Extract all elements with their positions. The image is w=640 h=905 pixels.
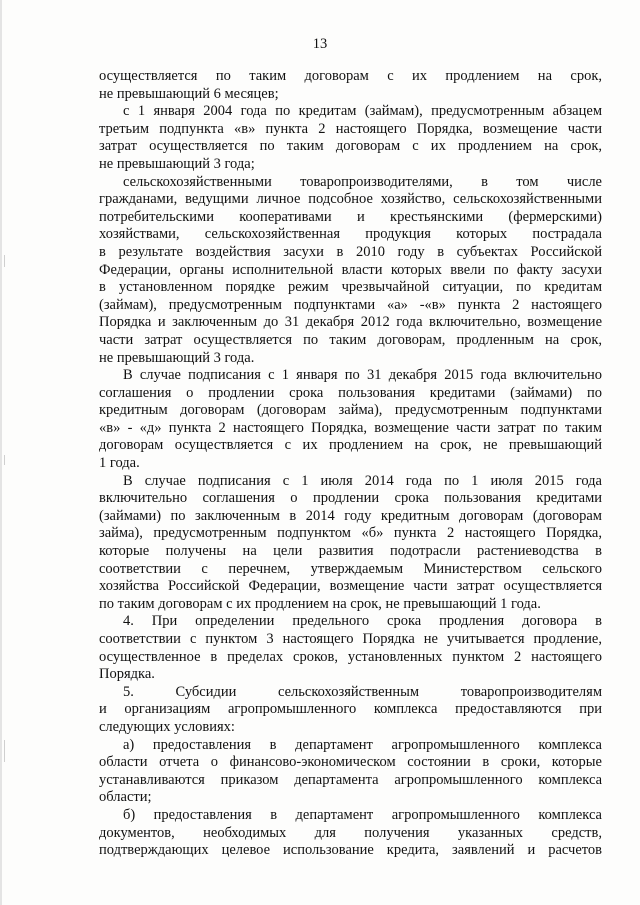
text-line: сельскохозяйственными товаропроизводителями, в том числе — [123, 173, 602, 190]
text-line: по таким договорам с их продлением на срок, не превышающий 1 года. — [99, 595, 541, 612]
text-line: В случае подписания с 1 января по 31 декабря 2015 года включительно — [123, 367, 602, 384]
scan-edge — [0, 0, 2, 905]
text-line: не превышающий 6 месяцев; — [99, 85, 279, 102]
text-line: 4. При определении предельного срока продления договора в — [123, 613, 602, 630]
text-line: в установленном порядке режим чрезвычайной ситуации, по кредитам — [99, 279, 602, 296]
text-line: затрат осуществляется по таким договорам с их продлением на срок, — [99, 138, 602, 155]
text-line: б) предоставления в департамент агропромышленного комплекса — [123, 806, 602, 823]
scan-mark — [4, 255, 5, 267]
text-line: 5. Субсидии сельскохозяйственным товаропроизводителям — [123, 683, 602, 700]
text-line: следующих условиях: — [99, 718, 235, 735]
text-line: осуществленное в пределах сроков, установленных пунктом 2 настоящего — [99, 648, 602, 665]
text-line: потребительскими кооперативами и крестьянскими (фермерскими) — [99, 208, 602, 225]
text-line: которые получены на цели развития подотрасли растениеводства в — [99, 543, 602, 560]
text-line: займа), предусмотренным подпунктом «б» пункта 2 настоящего Порядка, — [99, 525, 602, 542]
text-line: хозяйствами, сельскохозяйственная продукция которых пострадала — [99, 226, 602, 243]
text-line: в результате воздействия засухи в 2010 году в субъектах Российской — [99, 243, 602, 260]
body-text — [99, 68, 602, 860]
text-line: а) предоставления в департамент агропромышленного комплекса — [123, 736, 602, 753]
text-line: Порядка. — [99, 666, 155, 683]
text-line: не превышающий 3 года; — [99, 155, 255, 172]
text-line: (займами) по заключенным в 2014 году кредитным договорам (договорам — [99, 507, 602, 524]
text-line: устанавливаются приказом департамента агропромышленного комплекса — [99, 771, 602, 788]
text-line: хозяйства Российской Федерации, возмещение части затрат осуществляется — [99, 578, 602, 595]
text-line: с 1 января 2004 года по кредитам (займам), предусмотренным абзацем — [123, 103, 602, 120]
text-line: «в» - «д» пункта 2 настоящего Порядка, возмещение части затрат по таким — [99, 419, 602, 436]
text-line: осуществляется по таким договорам с их продлением на срок, — [99, 68, 602, 84]
scan-mark — [4, 455, 5, 465]
page-number: 13 — [312, 36, 328, 52]
text-line: включительно соглашения о продлении срока пользования кредитами — [99, 490, 602, 507]
text-line: Порядка и заключенным до 31 декабря 2012 года включительно, возмещение — [99, 314, 602, 331]
scan-mark — [4, 740, 5, 762]
text-line: Федерации, органы исполнительной власти которых ввели по факту засухи — [99, 261, 602, 278]
text-line: третьим подпункта «в» пункта 2 настоящего Порядка, возмещение части — [99, 120, 602, 137]
text-line: кредитным договорам (договорам займа), предусмотренным подпунктами — [99, 402, 602, 419]
text-line: соглашения о продлении срока пользования кредитами (займами) по — [99, 384, 602, 401]
text-line: договорам осуществляется с их продлением на срок, не превышающий — [99, 437, 602, 454]
text-line: подтверждающих целевое использование кредита, заявлений и расчетов — [99, 842, 602, 859]
text-line: (займам), предусмотренным подпунктами «а» -«в» пункта 2 настоящего — [99, 296, 602, 313]
text-line: части затрат осуществляется по таким договорам, продленным на срок, — [99, 331, 602, 348]
text-line: области; — [99, 789, 152, 806]
text-line: области отчета о финансово-экономическом состоянии в сроки, которые — [99, 754, 602, 771]
text-line: 1 года. — [99, 455, 140, 472]
text-line: документов, необходимых для получения указанных средств, — [99, 824, 602, 841]
text-line: гражданами, ведущими личное подсобное хозяйство, сельскохозяйственными — [99, 191, 602, 208]
text-line: и организациям агропромышленного комплекса предоставляются при — [99, 701, 602, 718]
text-line: соответствии с пунктом 3 настоящего Порядка не учитывается продление, — [99, 631, 602, 647]
text-line: не превышающий 3 года. — [99, 349, 255, 366]
text-line: В случае подписания с 1 июля 2014 года по 1 июля 2015 года — [123, 472, 602, 489]
text-line: соответствии с перечнем, утверждаемым Министерством сельского — [99, 560, 602, 577]
